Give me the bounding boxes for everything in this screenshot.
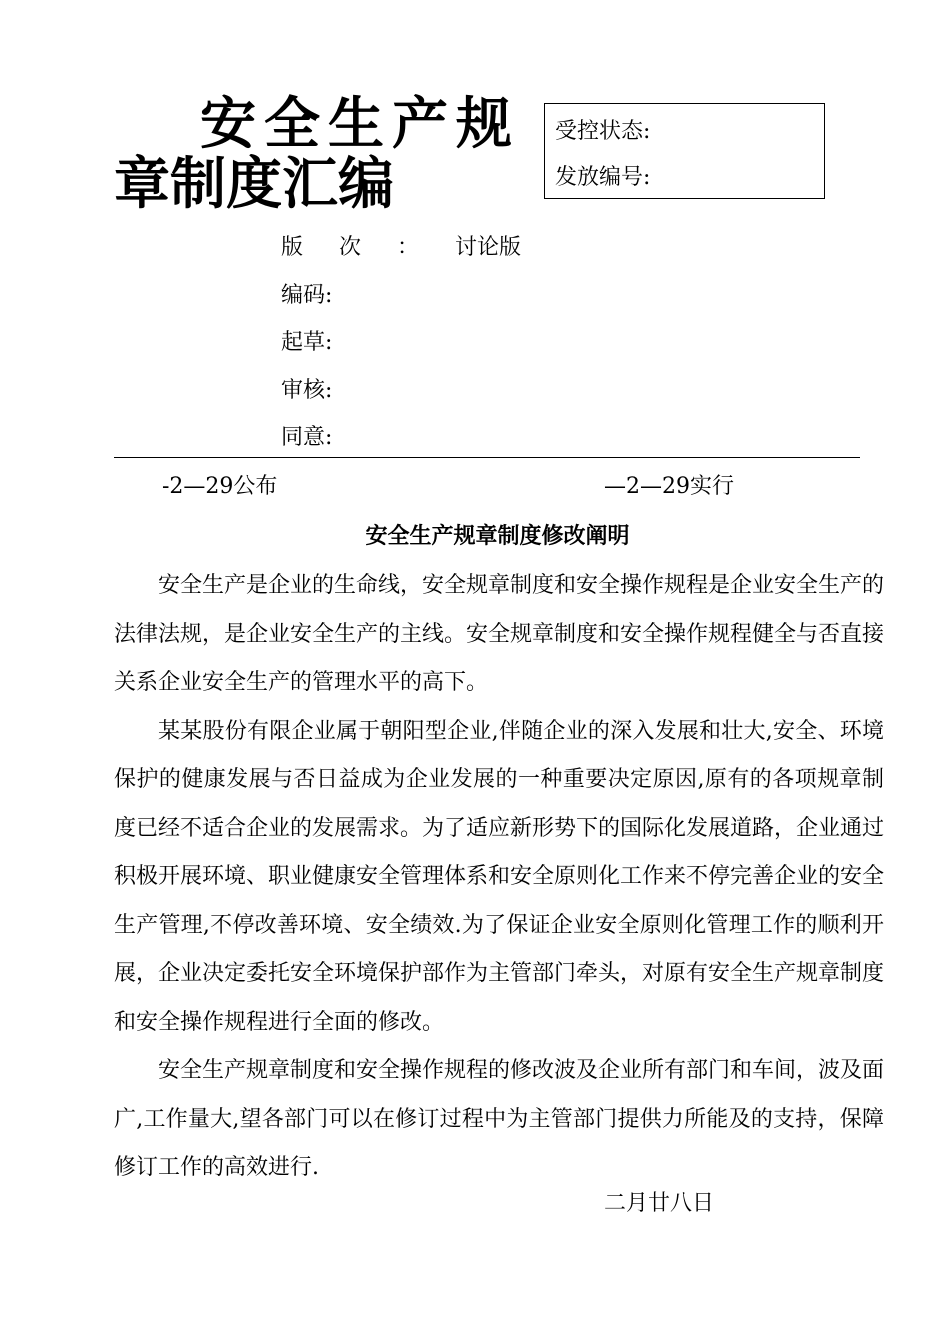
review-label: 审核: [281,377,333,403]
approve-label: 同意: [281,425,333,450]
signature-date: 二月廿八日 [604,1191,715,1216]
body-paragraph-2: 某某股份有限企业属于朝阳型企业,伴随企业的深入发展和壮大,安全、环境保护的健康发展与否日益成为企业发展的一种重要决定原因,原有的各项规章制度已经不适合企业的发展需求。为了适应新形势下的国际化发展道路，企业通过积极开展环境、职业健康安全管理体系和安全原则化工作来不停完善企业的安全生产管理,不停改善环境、安全绩效.为了保证企业安全原则化管理工作的顺利开展，企业决定委托安全环境保护部作为主管部门牵头，对原有安全生产规章制度和安全操作规程进行全面的修改。 [114,718,885,1035]
approve-row [281,418,521,466]
code-row [281,276,521,324]
document-title-line-1: 安全生产规 [200,91,520,157]
document-body [114,562,884,1193]
review-row [281,371,521,419]
horizontal-divider [114,457,860,458]
body-paragraph-3: 安全生产规章制度和安全操作规程的修改波及企业所有部门和车间，波及面广,工作量大,望各部门可以在修订过程中为主管部门提供力所能及的支持，保障修订工作的高效进行. [114,1058,885,1180]
controlled-status-label: 受控状态: [555,119,651,144]
edition-separator: ： [397,235,420,260]
document-meta [281,228,521,466]
edition-row [281,228,521,276]
code-label: 编码: [281,282,333,308]
publish-date: -2—29公布 [162,474,278,499]
draft-label: 起草: [281,330,333,355]
edition-label: 版次 [281,235,398,260]
body-paragraph-1: 安全生产是企业的生命线，安全规章制度和安全操作规程是企业安全生产的法律法规，是企业安全生产的主线。安全规章制度和安全操作规程健全与否直接关系企业安全生产的管理水平的高下。 [114,573,885,695]
issue-number-label: 发放编号: [555,165,651,190]
effective-date: —2—29实行 [604,474,734,499]
section-heading: 安全生产规章制度修改阐明 [365,523,630,549]
draft-row [281,323,521,371]
edition-value: 讨论版 [455,235,522,260]
document-title-line-2: 章制度汇编 [114,151,394,217]
control-info-box [544,103,825,199]
